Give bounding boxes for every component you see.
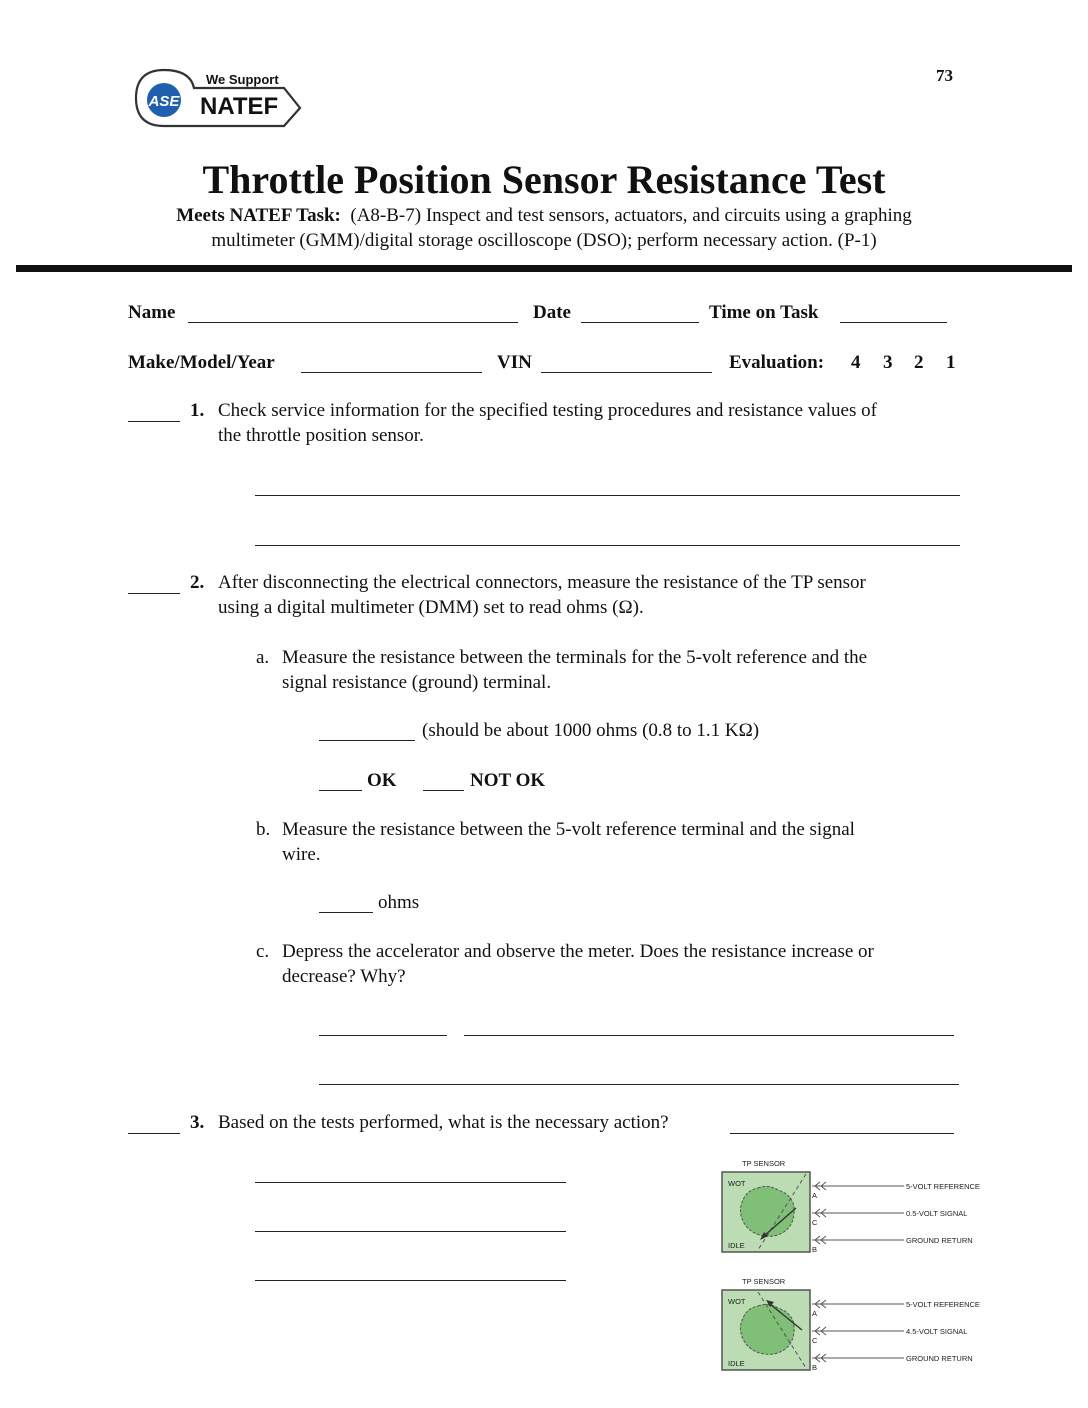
step-2-line-1: After disconnecting the electrical connectors, measure the resistance of the TP sensor [218,572,866,593]
step-1-check-blank[interactable] [128,421,180,422]
svg-text:We Support: We Support [206,72,279,87]
step-3-answer-line-3[interactable] [255,1280,566,1281]
svg-text:ASE: ASE [148,93,180,110]
diagram-1-idle: IDLE [728,1241,745,1250]
header-divider [16,265,1072,272]
time-on-task-label: Time on Task [709,302,819,323]
date-field[interactable] [581,322,699,323]
make-model-year-label: Make/Model/Year [128,352,275,373]
diagram-1-title: TP SENSOR [742,1159,786,1168]
step-2c-text [282,939,972,989]
page-title: Throttle Position Sensor Resistance Test [202,157,886,202]
step-3-text: Based on the tests performed, what is the necessary action? [218,1112,669,1133]
diagram-1-wot: WOT [728,1179,746,1188]
step-2c-letter: c. [256,941,270,962]
evaluation-score-1[interactable]: 1 [946,352,956,373]
diagram-1-terminal-b: B [812,1245,818,1254]
step-2-check-blank[interactable] [128,593,180,594]
step-2a-not-ok-label: NOT OK [470,770,546,791]
step-1-text [218,398,978,448]
step-2b-unit: ohms [378,892,420,913]
step-2a-ok-blank[interactable] [319,790,362,791]
natef-key-logo-icon [134,64,304,136]
step-2b-text [282,817,972,867]
name-label: Name [128,302,176,323]
diagram-2-wot: WOT [728,1297,746,1306]
step-1-number: 1. [190,400,205,421]
diagram-2-idle: IDLE [728,1359,745,1368]
step-2a-letter: a. [256,647,270,668]
tp-sensor-diagram-wot [716,1274,988,1376]
tp-sensor-diagram-idle [716,1156,988,1258]
natef-logo [134,64,304,136]
step-2a-line-2: signal resistance (ground) terminal. [282,672,552,693]
diagram-2-signal-ground: GROUND RETURN [906,1354,973,1363]
step-3-answer-inline[interactable] [730,1133,954,1134]
vin-field[interactable] [541,372,712,373]
step-2c-line-1: Depress the accelerator and observe the meter. Does the resistance increase or [282,941,874,962]
step-2a-line-1: Measure the resistance between the terminals for the 5-volt reference and the [282,647,868,668]
step-1-line-1: Check service information for the specified testing procedures and resistance values of [218,400,877,421]
step-3-check-blank[interactable] [128,1133,180,1134]
diagram-1-signal-ref: 5-VOLT REFERENCE [906,1182,980,1191]
step-2c-line-2: decrease? Why? [282,966,406,987]
date-label: Date [533,302,571,323]
diagram-2-signal-ref: 5-VOLT REFERENCE [906,1300,980,1309]
step-2c-answer-line-2[interactable] [319,1084,959,1085]
diagram-1-signal-out: 0.5-VOLT SIGNAL [906,1209,968,1218]
diagram-2-terminal-b: B [812,1363,818,1372]
diagram-2-terminal-c: C [812,1336,818,1345]
evaluation-score-2[interactable]: 2 [914,352,924,373]
step-1-line-2: the throttle position sensor. [218,425,424,446]
step-3-answer-line-1[interactable] [255,1182,566,1183]
page-number: 73 [936,66,953,85]
step-2a-resistance-blank[interactable] [319,740,415,741]
diagram-2-title: TP SENSOR [742,1277,786,1286]
step-2b-line-2: wire. [282,844,321,865]
step-2b-ohms-blank[interactable] [319,912,373,913]
step-2a-ok-label: OK [367,770,397,791]
step-2c-answer-long[interactable] [464,1035,954,1036]
step-3-number: 3. [190,1112,205,1133]
step-3-answer-line-2[interactable] [255,1231,566,1232]
evaluation-score-4[interactable]: 4 [851,352,861,373]
step-2b-line-1: Measure the resistance between the 5-volt reference terminal and the signal [282,819,855,840]
time-on-task-field[interactable] [840,322,947,323]
task-label: Meets NATEF Task: [176,205,341,226]
step-2a-note: (should be about 1000 ohms (0.8 to 1.1 KΩ) [422,720,760,741]
diagram-1-terminal-a: A [812,1191,818,1200]
svg-text:NATEF: NATEF [200,93,279,120]
vin-label: VIN [497,352,532,373]
step-1-answer-line-2[interactable] [255,545,960,546]
task-line-1: (A8-B-7) Inspect and test sensors, actuators, and circuits using a graphing [350,205,912,226]
evaluation-label: Evaluation: [729,352,825,373]
make-model-year-field[interactable] [301,372,482,373]
step-2b-letter: b. [256,819,271,840]
step-2-number: 2. [190,572,205,593]
diagram-1-signal-ground: GROUND RETURN [906,1236,973,1245]
step-2c-answer-short[interactable] [319,1035,447,1036]
task-line-2: multimeter (GMM)/digital storage oscilloscope (DSO); perform necessary action. (P-1) [211,230,877,251]
diagram-1-terminal-c: C [812,1218,818,1227]
natef-task [0,203,1088,253]
step-2a-text [282,645,972,695]
step-2a-not-ok-blank[interactable] [423,790,464,791]
diagram-2-signal-out: 4.5-VOLT SIGNAL [906,1327,968,1336]
diagram-2-terminal-a: A [812,1309,818,1318]
step-1-answer-line-1[interactable] [255,495,960,496]
step-2-text [218,570,978,620]
name-field[interactable] [188,322,518,323]
evaluation-score-3[interactable]: 3 [883,352,893,373]
step-2-line-2: using a digital multimeter (DMM) set to read ohms (Ω). [218,597,644,618]
